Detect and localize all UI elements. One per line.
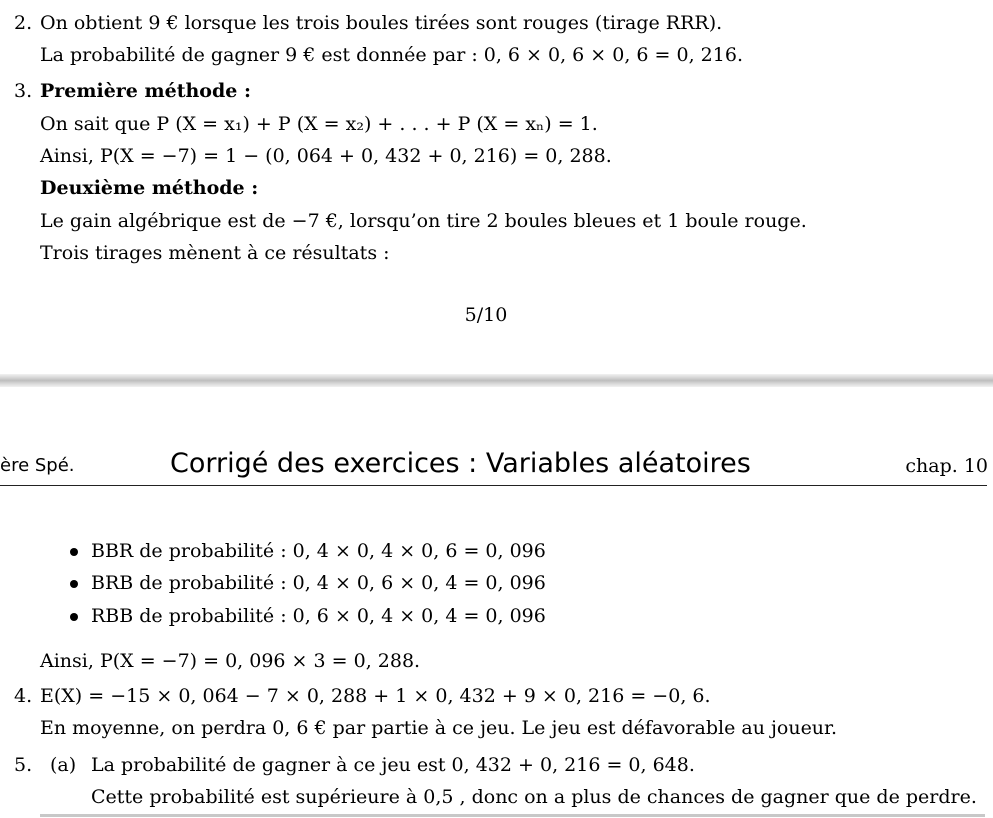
item-number-2: 2.: [14, 12, 33, 34]
page-divider: [0, 374, 993, 387]
item3-line2: Ainsi, P(X = −7) = 1 − (0, 064 + 0, 432 + 0, 216) = 0, 288.: [40, 145, 612, 167]
ainsi-line: Ainsi, P(X = −7) = 0, 096 × 3 = 0, 288.: [40, 650, 421, 672]
header-left: ère Spé.: [0, 455, 75, 476]
list-item: RBB de probabilité : 0, 6 × 0, 4 × 0, 4 = 0, 096: [91, 605, 546, 627]
header-chapter: chap. 10: [905, 455, 988, 477]
bullet-icon: [70, 548, 78, 556]
item3-line3: Le gain algébrique est de −7 €, lorsqu’on tire 2 boules bleues et 1 boule rouge.: [40, 210, 807, 232]
item2-line2: La probabilité de gagner 9 € est donnée par : 0, 6 × 0, 6 × 0, 6 = 0, 216.: [40, 44, 743, 66]
item-number-3: 3.: [14, 80, 33, 102]
second-method-heading: Deuxième méthode :: [40, 177, 259, 199]
item2-line1: On obtient 9 € lorsque les trois boules tirées sont rouges (tirage RRR).: [40, 12, 723, 34]
list-item: BRB de probabilité : 0, 4 × 0, 6 × 0, 4 = 0, 096: [91, 572, 546, 594]
list-item: BBR de probabilité : 0, 4 × 0, 4 × 0, 6 = 0, 096: [91, 540, 546, 562]
item5a-line2: Cette probabilité est supérieure à 0,5 , donc on a plus de chances de gagner que de perdre.: [91, 786, 977, 808]
item5a-line1: La probabilité de gagner à ce jeu est 0, 432 + 0, 216 = 0, 648.: [91, 754, 695, 776]
item3-line4: Trois tirages mènent à ce résultats :: [40, 242, 390, 264]
item-number-5: 5.: [14, 754, 33, 776]
header-rule: [0, 485, 987, 486]
page-title: Corrigé des exercices : Variables aléatoires: [170, 448, 751, 479]
item4-line2: En moyenne, on perdra 0, 6 € par partie à ce jeu. Le jeu est défavorable au joueur.: [40, 717, 838, 739]
bullet-icon: [70, 613, 78, 621]
first-method-heading: Première méthode :: [40, 80, 251, 102]
item5a-label: (a): [50, 754, 77, 776]
item-number-4: 4.: [14, 685, 33, 707]
bottom-rule: [40, 814, 985, 817]
bullet-icon: [70, 580, 78, 588]
item3-line1: On sait que P (X = x₁) + P (X = x₂) + . . . + P (X = xₙ) = 1.: [40, 113, 598, 135]
item4-line1: E(X) = −15 × 0, 064 − 7 × 0, 288 + 1 × 0, 432 + 9 × 0, 216 = −0, 6.: [40, 685, 711, 707]
page-number: 5/10: [464, 304, 508, 326]
